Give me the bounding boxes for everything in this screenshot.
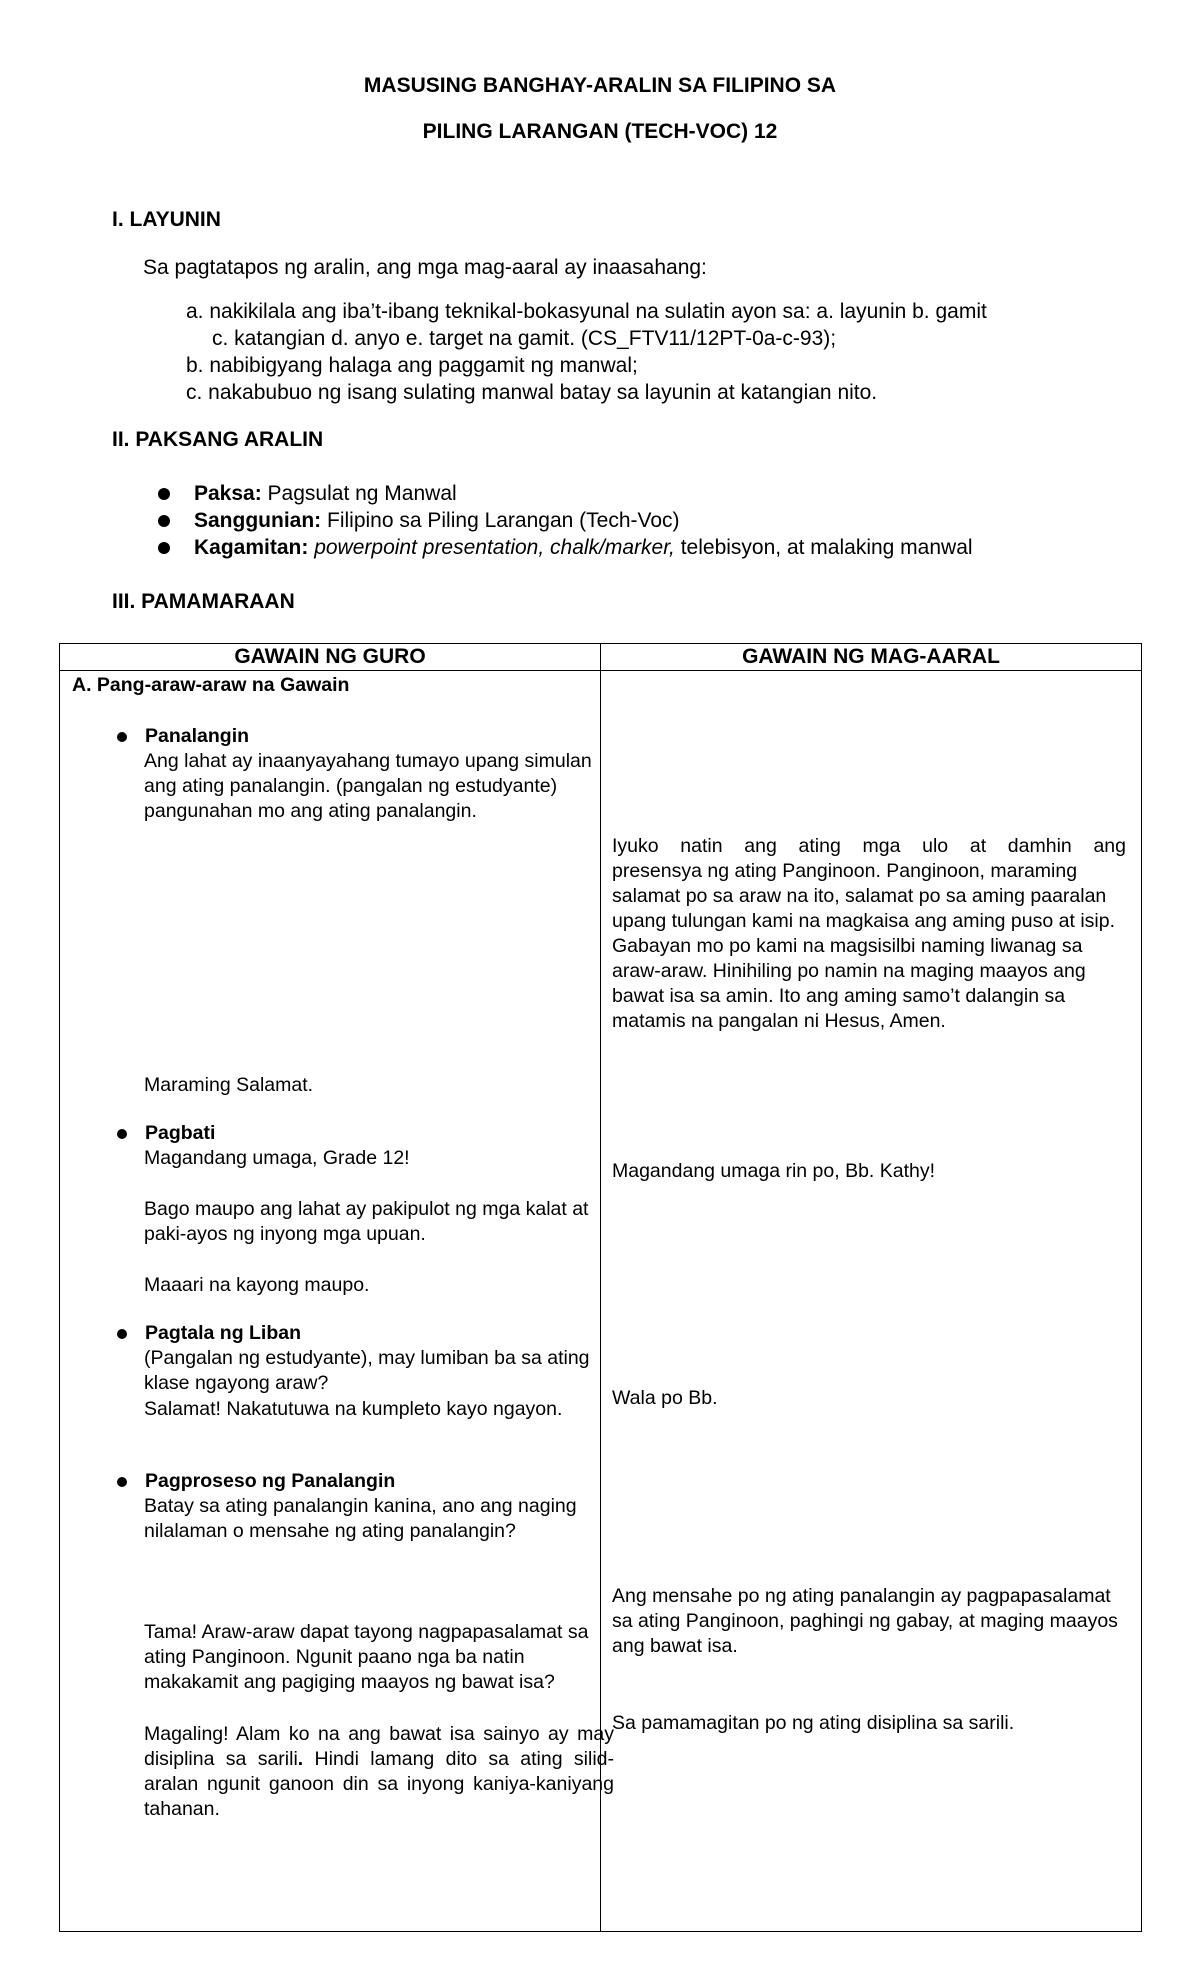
- column-header-mag-aaral: GAWAIN NG MAG-AARAL: [601, 644, 1142, 671]
- student-activity-cell: [601, 671, 1142, 1932]
- bullet-icon: [158, 542, 170, 554]
- section-heading-layunin: I. LAYUNIN: [112, 208, 221, 231]
- section-heading-pamamaraan: III. PAMAMARAAN: [112, 590, 295, 613]
- teacher-activity-cell: [60, 671, 614, 1932]
- bullet-icon: [158, 515, 170, 527]
- bullet-icon: [117, 1329, 127, 1339]
- pagproseso-question: Batay sa ating panalangin kanina, ano ang naging nilalaman o mensahe ng ating panalangin?: [144, 1495, 577, 1542]
- panalangin-title: Panalangin: [145, 725, 250, 747]
- section-heading-paksang-aralin: II. PAKSANG ARALIN: [112, 428, 324, 451]
- document-title-line2: PILING LARANGAN (TECH-VOC) 12: [422, 120, 778, 143]
- bullet-icon: [158, 488, 170, 500]
- pagbati-sit: Maaari na kayong maupo.: [144, 1274, 370, 1296]
- list-item-kagamitan: Kagamitan: powerpoint presentation, chalk/marker, telebisyon, at malaking manwal: [152, 534, 1152, 561]
- bullet-icon: [117, 732, 127, 742]
- liban-student-reply: Wala po Bb.: [612, 1387, 718, 1409]
- objective-item-c: c. nakabubuo ng isang sulating manwal batay sa layunin at katangian nito.: [186, 381, 878, 404]
- pagbati-instruction: Bago maupo ang lahat ay pakipulot ng mga kalat at paki-ayos ng inyong mga upuan.: [144, 1198, 589, 1245]
- paksang-aralin-list: [152, 480, 1152, 561]
- panalangin-teacher-text: Ang lahat ay inaanyayahang tumayo upang simulan ang ating panalangin. (pangalan ng estudyante) pangunahan mo ang ating panalangin.: [144, 750, 592, 822]
- column-header-guro: GAWAIN NG GURO: [60, 644, 601, 671]
- pagproseso-title: Pagproseso ng Panalangin: [145, 1470, 396, 1492]
- pagproseso-student-answer: Ang mensahe po ng ating panalangin ay pagpapasalamat sa ating Panginoon, paghingi ng gabay, at maging maayos ang bawat isa.: [612, 1585, 1118, 1657]
- section-a-title: A. Pang-araw-araw na Gawain: [72, 674, 350, 696]
- panalangin-thanks: Maraming Salamat.: [144, 1074, 314, 1096]
- objective-a-line1: a. nakikilala ang iba’t-ibang teknikal-bokasyunal na sulatin ayon sa: a. layunin b. gamit: [186, 300, 987, 323]
- objective-item-b: b. nabibigyang halaga ang paggamit ng manwal;: [186, 354, 638, 377]
- activity-table: [59, 643, 1142, 1932]
- list-item-sanggunian: Sanggunian: Filipino sa Piling Larangan (Tech-Voc): [152, 507, 1152, 534]
- pagproseso-student-answer2: Sa pamamagitan po ng ating disiplina sa sarili.: [612, 1712, 1015, 1734]
- bullet-icon: [117, 1129, 127, 1139]
- pagproseso-followup: Tama! Araw-araw dapat tayong nagpapasalamat sa ating Panginoon. Ngunit paano nga ba natin makakamit ang pagiging maayos ng bawat isa?: [144, 1621, 589, 1693]
- document-title-line1: MASUSING BANGHAY-ARALIN SA FILIPINO SA: [363, 74, 837, 97]
- liban-title: Pagtala ng Liban: [145, 1322, 302, 1344]
- pagproseso-closing: Magaling! Alam ko na ang bawat isa sainyo ay may disiplina sa sarili. Hindi lamang dito sa ating silid-aralan ngunit ganoon din sa inyong kaniya-kaniyang tahanan.: [144, 1723, 614, 1820]
- pagbati-student-reply: Magandang umaga rin po, Bb. Kathy!: [612, 1160, 936, 1182]
- objective-a-line2: c. katangian d. anyo e. target na gamit. (CS_FTV11/12PT-0a-c-93);: [212, 327, 837, 350]
- pagbati-greeting: Magandang umaga, Grade 12!: [144, 1147, 410, 1169]
- pagbati-title: Pagbati: [145, 1122, 216, 1144]
- liban-response: Salamat! Nakatutuwa na kumpleto kayo ngayon.: [144, 1398, 563, 1420]
- objective-item-a: [186, 298, 1106, 352]
- panalangin-student-prayer: Iyuko natin ang ating mga ulo at damhin ang presensya ng ating Panginoon. Panginoon, maraming salamat po sa araw na ito, salamat po sa aming paaralan upang tulungan kami na magkaisa ang aming puso at isip. Gabayan mo po kami na magsisilbi naming liwanag sa araw-araw. Hinihiling po namin na maging maayos ang bawat isa sa amin. Ito ang aming samo’t dalangin sa matamis na pangalan ni Hesus, Amen.: [612, 835, 1126, 1032]
- list-item-paksa: Paksa: Pagsulat ng Manwal: [152, 480, 1152, 507]
- bullet-icon: [117, 1477, 127, 1487]
- liban-question: (Pangalan ng estudyante), may lumiban ba sa ating klase ngayong araw?: [144, 1347, 590, 1394]
- layunin-intro: Sa pagtatapos ng aralin, ang mga mag-aaral ay inaasahang:: [143, 256, 707, 279]
